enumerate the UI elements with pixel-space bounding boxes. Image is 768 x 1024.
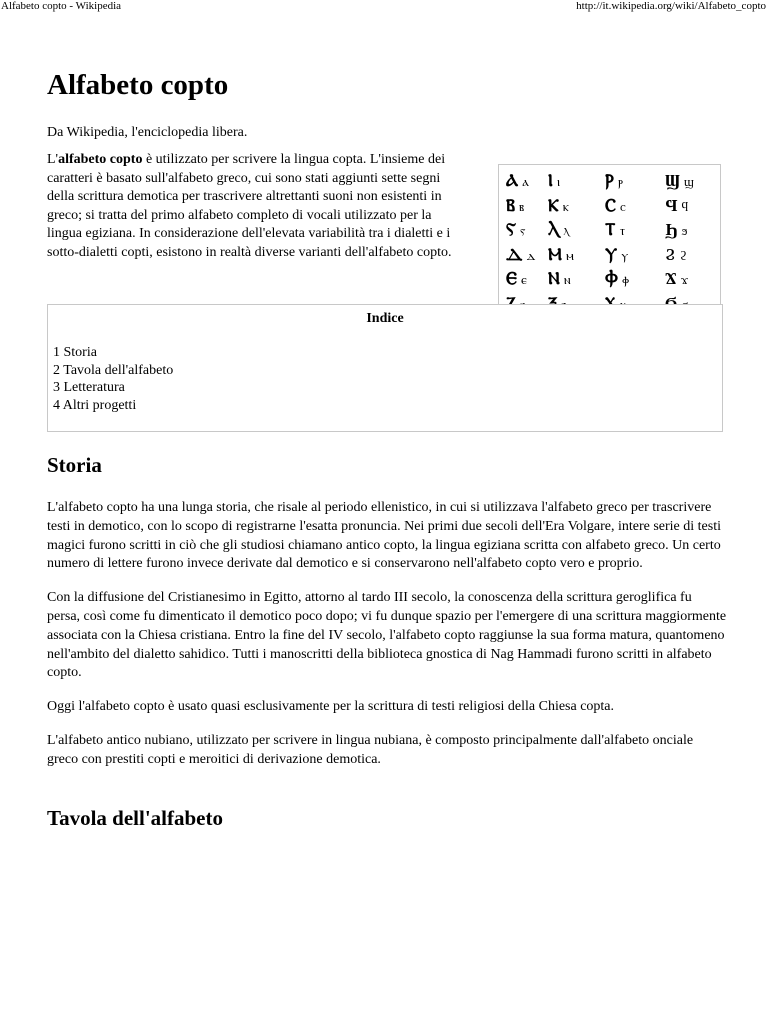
coptic-letter-glyph: Ⲕ ⲕ — [548, 195, 569, 216]
coptic-letter-glyph: Ⲃ ⲃ — [506, 195, 525, 216]
section-storia-body — [47, 499, 727, 785]
coptic-letter-glyph: Ⲉ ⲉ — [506, 269, 527, 289]
intro-paragraph — [47, 151, 457, 263]
storia-paragraph: Oggi l'alfabeto copto è usato quasi esclusivamente per la scrittura di testi religiosi della Chiesa copta. — [47, 699, 615, 715]
coptic-letter-glyph: Ⲣ ⲣ — [605, 171, 623, 191]
coptic-letter-glyph: Ⲇ ⲇ — [506, 244, 536, 265]
page-title: Alfabeto copto — [47, 69, 229, 101]
coptic-letter-glyph: Ⲋ ⲋ — [506, 220, 526, 240]
coptic-letter-glyph: Ⲩ ⲩ — [605, 244, 629, 265]
coptic-letter-glyph: Ϧ ϧ — [665, 220, 688, 240]
toc-item-letteratura[interactable]: 3 Letteratura — [53, 380, 125, 395]
intro-prefix: L' — [47, 152, 59, 167]
coptic-letter-glyph: Ⲙ ⲙ — [548, 244, 574, 265]
storia-paragraph: L'alfabeto copto ha una lunga storia, che risale al periodo ellenistico, in cui si utilizzava l'alfabeto greco per trascrivere testi in demotico, con lo scopo di registrarne l'esatta pronuncia. Nei primi due secoli dell'Era Volgare, intere serie di testi magici furono scritti in ciò che gli studiosi chiamano antico copto, la lingua egiziana scritta con alfabeto greco. Un certo numero di lettere furono invece derivate dal demotico e si conservarono nell'alfabeto copto vero e proprio. — [47, 500, 721, 572]
coptic-letter-glyph: Ⲛ ⲛ — [548, 269, 571, 289]
coptic-letter-glyph: Ϣ ϣ — [665, 171, 695, 191]
toc-title: Indice — [366, 311, 404, 326]
toc-item-altri-progetti[interactable]: 4 Altri progetti — [53, 397, 137, 413]
table-of-contents — [47, 304, 723, 432]
coptic-letter-glyph: Ϫ ϫ — [665, 269, 689, 289]
coptic-letter-glyph: Ϥ ϥ — [665, 195, 689, 216]
section-heading-storia: Storia — [47, 453, 102, 477]
document-title: Alfabeto copto - Wikipedia — [1, 0, 122, 12]
coptic-letter-glyph: Ⲁ ⲁ — [506, 171, 529, 191]
storia-paragraph: L'alfabeto antico nubiano, utilizzato per scrivere in lingua nubiana, è composto principalmente dall'alfabeto onciale greco con prestiti copti e meroitici di derivazione demotica. — [47, 732, 694, 767]
storia-paragraph: Con la diffusione del Cristianesimo in Egitto, attorno al tardo III secolo, la conoscenza della scrittura geroglifica fu persa, così come fu dimenticato il demotico poco dopo; vi fu dunque spazio per l'emergere di una scrittura maggiormente associata con la Chiesa cristiana. Entro la fine del IV secolo, l'alfabeto copto raggiunse la sua forma matura, quantomeno nell'ambito del dialetto sahidico. Tutti i manoscritti della biblioteca gnostica di Nag Hammadi furono scritti in alfabeto copto. — [47, 590, 727, 681]
coptic-letter-glyph: Ⲧ ⲧ — [605, 220, 626, 240]
article-content — [47, 66, 727, 830]
toc-item-storia[interactable]: 1 Storia — [53, 345, 97, 360]
toc-item-tavola[interactable]: 2 Tavola dell'alfabeto — [53, 362, 174, 378]
intro-bold-term: alfabeto copto — [58, 152, 143, 167]
coptic-letter-glyph: Ϩ ϩ — [665, 244, 687, 265]
coptic-letter-glyph: Ⲗ ⲗ — [548, 220, 570, 240]
print-header — [0, 0, 768, 14]
section-heading-tavola: Tavola dell'alfabeto — [47, 806, 223, 830]
coptic-letter-glyph: Ⲓ ⲓ — [548, 171, 561, 191]
coptic-letter-glyph: Ⲫ ⲫ — [605, 269, 630, 289]
coptic-letter-glyph: Ⲥ ⲥ — [605, 195, 626, 216]
page-url: http://it.wikipedia.org/wiki/Alfabeto_copto — [576, 0, 766, 12]
toc-list — [53, 344, 722, 414]
intro-text: è utilizzato per scrivere la lingua copta. L'insieme dei caratteri è basato sull'alfabeto greco, cui sono stati aggiunti sette segni della scrittura demotica per trascrivere altrettanti suoni non esistenti in greco; si tratta del primo alfabeto completo di vocali utilizzato per la lingua egiziana. In considerazione dell'elevata variabilità tra i dialetti e i sotto-dialetti copti, esistono in realtà diverse varianti dell'alfabeto copto. — [47, 152, 452, 260]
site-tagline: Da Wikipedia, l'enciclopedia libera. — [47, 125, 248, 140]
